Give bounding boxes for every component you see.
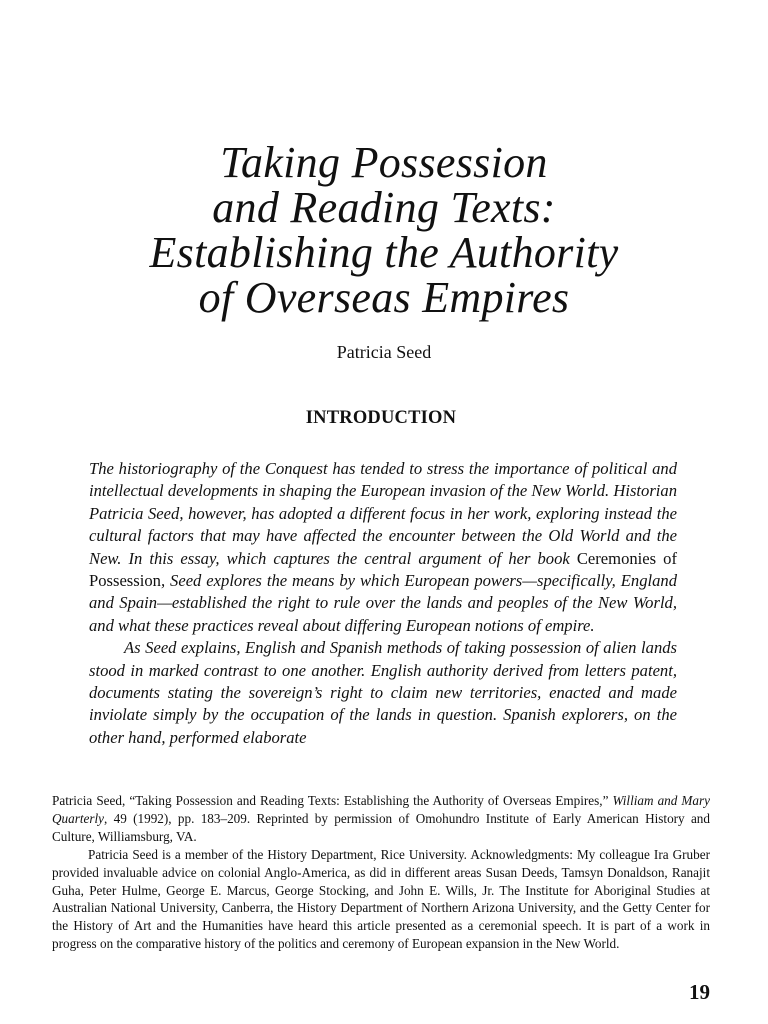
author-name: Patricia Seed [336, 342, 432, 362]
title-line-3: Establishing the Authority [149, 228, 619, 277]
citation-text: Patricia Seed, “Taking Possession and Reading Texts: Establishing the Authority of Overseas Empires,” [52, 793, 609, 808]
title-line-2: and Reading Texts: [212, 183, 556, 232]
journal-title: William and Mary Quarterly [52, 793, 710, 826]
article-title [0, 140, 768, 320]
intro-paragraph-1 [89, 458, 677, 637]
intro-p2-text: As Seed explains, English and Spanish methods of taking possession of alien lands stood in marked contrast to one another. English authority derived from letters patent, documents stating the sovereign’s right to claim new territories, enacted and made inviolate simply by the occupation of the lands in question. Spanish explorers, on the other hand, performed elaborate [89, 638, 677, 747]
introduction-text [89, 458, 677, 749]
title-line-1: Taking Possession [220, 138, 548, 187]
citation-details: , 49 (1992), pp. 183–209. Reprinted by permission of Omohundro Institute of Early American History and Culture, Williamsburg, VA. [52, 810, 710, 844]
citation-note [52, 792, 710, 846]
acknowledgments-text: Patricia Seed is a member of the History Department, Rice University. Acknowledgments: My colleague Ira Gruber provided invaluable advice on colonial Anglo-America, as did in different areas Susan Deeds, Tamsyn Donaldson, Ranajit Guha, Peter Hulme, George E. Marcus, George Stocking, and John E. Wills, Jr. The Institute for Aboriginal Studies at Australian National University, Canberra, the History Department of Northern Arizona University, and the Getty Center for the History of Art and the Humanities have heard this article presented as a ceremonial speech. It is part of a work in progress on the comparative history of the politics and ceremony of European expansion in the New World. [52, 846, 710, 952]
intro-p1-continuation: , Seed explores the means by which European powers—specifically, England and Spain—established the right to rule over the lands and peoples of the New World, and what these practices reveal about differing European notions of empire. [89, 571, 677, 635]
intro-paragraph-2 [89, 637, 677, 749]
acknowledgments-note [52, 846, 710, 953]
book-title: Ceremonies of Possession [89, 548, 677, 591]
title-line-4: of Overseas Empires [198, 273, 570, 322]
footnote [52, 792, 710, 953]
section-heading: INTRODUCTION [305, 408, 457, 428]
page-number: 19 [689, 980, 710, 1004]
intro-p1-text: The historiography of the Conquest has tended to stress the importance of political and intellectual developments in shaping the European invasion of the New World. Historian Patricia Seed, however, has adopted a different focus in her work, exploring instead the cultural factors that may have affected the encounter between the Old World and the New. In this essay, which captures the central argument of her book [89, 459, 677, 568]
